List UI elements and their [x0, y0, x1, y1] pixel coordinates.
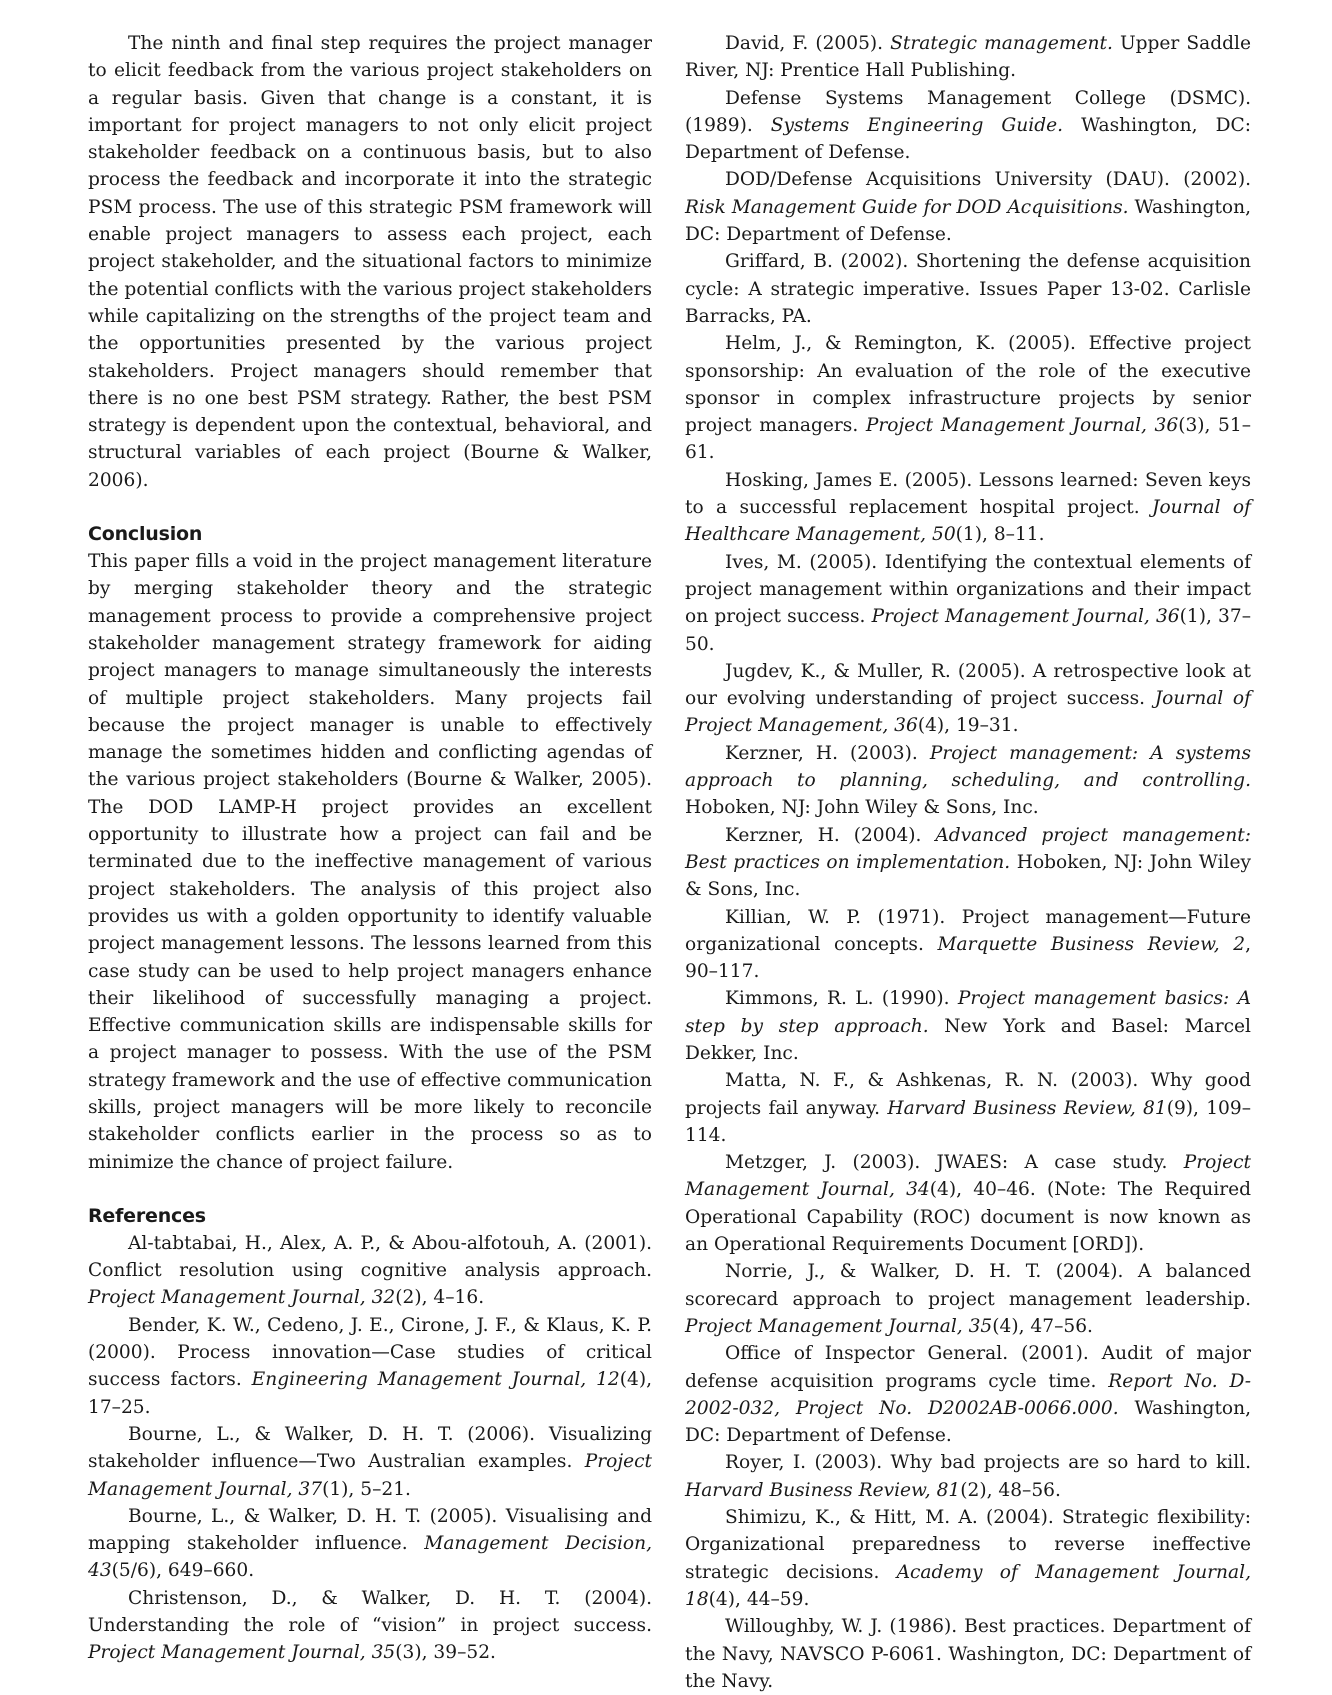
- reference-text: (2), 48–56.: [960, 1479, 1061, 1501]
- reference-text: Hoboken, NJ: John Wiley & Sons, Inc.: [685, 851, 1251, 901]
- reference-entry: [685, 658, 1251, 740]
- reference-text: (4), 44–59.: [708, 1588, 810, 1610]
- left-column: [88, 30, 652, 1667]
- reference-text: Griffard, B. (2002). Shortening the defense acquisition cycle: A strategic imperative. Issues Paper 13-02. Carlisle Barracks, PA.: [685, 251, 1251, 327]
- reference-entry: [88, 1230, 652, 1312]
- reference-source: Project management basics: A step by step approach.: [685, 988, 1251, 1037]
- reference-source: Project Management Journal, 35: [685, 1315, 993, 1337]
- reference-source: Management Decision, 43: [88, 1533, 652, 1582]
- reference-source: Harvard Business Review, 81: [887, 1097, 1167, 1119]
- reference-entry: [685, 822, 1251, 904]
- reference-source: Risk Management Guide for DOD Acquisitions.: [685, 196, 1129, 218]
- reference-text: Jugdev, K., & Muller, R. (2005). A retrospective look at our evolving understanding of project success.: [685, 660, 1251, 710]
- reference-text: Norrie, J., & Walker, D. H. T. (2004). A balanced scorecard approach to project management leadership.: [685, 1261, 1251, 1310]
- reference-text: (1), 8–11.: [955, 524, 1045, 546]
- intro-paragraph: The ninth and final step requires the project manager to elicit feedback from the various project stakeholders on a regular basis. Given that change is a constant, it is important for project managers to not only elicit project stakeholder feedback on a continuous basis, but to also process the feedback and incorporate it into the strategic PSM process. The use of this strategic PSM framework will enable project managers to assess each project, each project stakeholder, and the situational factors to minimize the potential conflicts with the various project stakeholders while capitalizing on the strengths of the project team and the opportunities presented by the various project stakeholders. Project managers should remember that there is no one best PSM strategy. Rather, the best PSM strategy is dependent upon the contextual, behavioral, and structural variables of each project (Bourne & Walker, 2006).: [88, 33, 652, 491]
- reference-text: , 90–117.: [685, 933, 1251, 983]
- reference-text: Upper Saddle River, NJ: Prentice Hall Publishing.: [685, 33, 1251, 82]
- reference-text: Helm, J., & Remington, K. (2005). Effective project sponsorship: An evaluation of the role of the executive sponsor in complex infrastructure projects by senior project managers.: [685, 333, 1251, 437]
- reference-text: (4), 17–25.: [88, 1369, 652, 1418]
- reference-source: Journal of Healthcare Management, 50: [685, 497, 1251, 546]
- reference-entry: [685, 166, 1251, 248]
- reference-source: Project management: A systems approach to planning, scheduling, and controlling.: [685, 742, 1251, 792]
- reference-source: Report No. D-2002-032, Project No. D2002AB-0066.000.: [685, 1370, 1251, 1419]
- reference-text: (9), 109–114.: [685, 1097, 1251, 1146]
- reference-text: Washington, DC: Department of Defense.: [685, 196, 1251, 246]
- reference-text: Kerzner, H. (2003).: [725, 742, 930, 764]
- reference-entry: [685, 1258, 1251, 1340]
- reference-source: Strategic management.: [890, 33, 1113, 54]
- reference-text: Bender, K. W., Cedeno, J. E., Cirone, J. F., & Klaus, K. P. (2000). Process innovation—Case studies of critical success factors.: [88, 1314, 652, 1391]
- reference-text: (4), 19–31.: [917, 715, 1019, 737]
- reference-text: (2), 4–16.: [395, 1287, 485, 1309]
- reference-source: Systems Engineering Guide.: [770, 114, 1064, 136]
- reference-text: Defense Systems Management College (DSMC). (1989).: [685, 87, 1251, 136]
- reference-text: David, F. (2005).: [725, 33, 891, 54]
- reference-text: (4), 47–56.: [992, 1315, 1093, 1337]
- reference-source: Harvard Business Review, 81: [685, 1479, 961, 1501]
- reference-source: Advanced project management: Best practices on implementation.: [685, 824, 1251, 873]
- reference-entry: [88, 1585, 652, 1667]
- reference-text: Bourne, L., & Walker, D. H. T. (2006). Visualizing stakeholder influence—Two Australian examples.: [88, 1423, 652, 1473]
- reference-text: Willoughby, W. J. (1986). Best practices. Department of the Navy, NAVSCO P-6061. Washington, DC: Department of the Navy.: [685, 1616, 1251, 1692]
- reference-text: (1), 37–50.: [685, 606, 1252, 655]
- reference-text: New York and Basel: Marcel Dekker, Inc.: [685, 1015, 1251, 1064]
- reference-entry: [88, 1421, 652, 1503]
- reference-text: Hoboken, NJ: John Wiley & Sons, Inc.: [685, 797, 1039, 819]
- reference-entry: [685, 1340, 1251, 1449]
- reference-text: Killian, W. P. (1971). Project management—Future organizational concepts.: [685, 906, 1251, 955]
- reference-source: Academy of Management Journal, 18: [685, 1561, 1251, 1610]
- reference-source: Journal of Project Management, 36: [685, 688, 1251, 737]
- reference-source: Project Management Journal, 36: [865, 415, 1179, 437]
- reference-text: Washington, DC: Department of Defense.: [685, 1397, 1251, 1447]
- reference-text: (3), 51–61.: [685, 415, 1251, 464]
- reference-text: Washington, DC: Department of Defense.: [685, 114, 1251, 164]
- reference-source: Project Management Journal, 37: [88, 1451, 652, 1500]
- reference-text: (5/6), 649–660.: [111, 1560, 255, 1582]
- reference-source: Project Management Journal, 36: [871, 606, 1180, 628]
- reference-entry: [685, 904, 1251, 986]
- reference-text: Al-tabtabai, H., Alex, A. P., & Abou-alfotouh, A. (2001). Conflict resolution using cognitive analysis approach.: [88, 1232, 652, 1282]
- reference-entry: [88, 1312, 652, 1421]
- reference-text: Kimmons, R. L. (1990).: [725, 988, 958, 1010]
- reference-text: Ives, M. (2005). Identifying the contextual elements of project management within organizations and their impact on project success.: [685, 551, 1251, 628]
- reference-text: Metzger, J. (2003). JWAES: A case study.: [725, 1152, 1184, 1174]
- reference-entry: [685, 1449, 1251, 1504]
- reference-entry: [685, 85, 1251, 167]
- reference-text: (4), 40–46. (Note: The Required Operational Capability (ROC) document is now known as an Operational Requirements Document [ORD]).: [685, 1179, 1251, 1256]
- references-heading: References: [88, 1204, 206, 1227]
- reference-entry: [685, 1613, 1251, 1695]
- reference-entry: [685, 740, 1251, 822]
- reference-text: Shimizu, K., & Hitt, M. A. (2004). Strategic flexibility: Organizational preparedness to reverse ineffective strategic decisions.: [685, 1507, 1251, 1583]
- reference-text: Matta, N. F., & Ashkenas, R. N. (2003). Why good projects fail anyway.: [685, 1070, 1251, 1119]
- reference-text: Christenson, D., & Walker, D. H. T. (2004). Understanding the role of “vision” in project success.: [88, 1587, 652, 1637]
- reference-source: Project Management Journal, 32: [88, 1287, 396, 1309]
- conclusion-heading: Conclusion: [88, 523, 203, 546]
- reference-entry: [685, 549, 1251, 658]
- reference-text: (1), 5–21.: [322, 1478, 411, 1500]
- reference-text: Kerzner, H. (2004).: [725, 824, 936, 846]
- reference-entry: [685, 330, 1251, 466]
- reference-source: Project Management Journal, 34: [685, 1152, 1251, 1201]
- reference-text: Office of Inspector General. (2001). Audit of major defense acquisition programs cycle time.: [685, 1343, 1251, 1392]
- reference-text: Hosking, James E. (2005). Lessons learned: Seven keys to a successful replacement hospital project.: [685, 469, 1251, 519]
- reference-entry: [685, 30, 1251, 85]
- reference-entry: [685, 1067, 1251, 1149]
- reference-entry: [685, 1504, 1251, 1613]
- reference-entry: [685, 1149, 1251, 1258]
- reference-entry: [685, 248, 1251, 330]
- reference-source: Marquette Business Review, 2: [937, 933, 1246, 955]
- reference-entry: [88, 1503, 652, 1585]
- reference-source: Project Management Journal, 35: [88, 1642, 396, 1664]
- reference-text: Royer, I. (2003). Why bad projects are so hard to kill.: [725, 1452, 1251, 1474]
- reference-text: (3), 39–52.: [395, 1642, 496, 1664]
- reference-text: DOD/Defense Acquisitions University (DAU). (2002).: [725, 169, 1251, 191]
- reference-entry: [685, 985, 1251, 1067]
- references-list-right: [685, 30, 1251, 1695]
- reference-entry: [685, 467, 1251, 549]
- reference-source: Engineering Management Journal, 12: [251, 1369, 620, 1391]
- conclusion-paragraph: This paper fills a void in the project management literature by merging stakeholder theory and the strategic management process to provide a comprehensive project stakeholder management strategy framework for aiding project managers to manage simultaneously the interests of multiple project stakeholders. Many projects fail because the project manager is unable to effectively manage the sometimes hidden and conflicting agendas of the various project stakeholders (Bourne & Walker, 2005). The DOD LAMP-H project provides an excellent opportunity to illustrate how a project can fail and be terminated due to the ineffective management of various project stakeholders. The analysis of this project also provides us with a golden opportunity to identify valuable project management lessons. The lessons learned from this case study can be used to help project managers enhance their likelihood of successfully managing a project. Effective communication skills are indispensable skills for a project manager to possess. With the use of the PSM strategy framework and the use of effective communication skills, project managers will be more likely to reconcile stakeholder conflicts earlier in the process so as to minimize the chance of project failure.: [88, 551, 652, 1173]
- references-list-left: [88, 1230, 652, 1667]
- reference-text: Bourne, L., & Walker, D. H. T. (2005). Visualising and mapping stakeholder influence.: [88, 1505, 652, 1555]
- right-column: [685, 30, 1251, 1695]
